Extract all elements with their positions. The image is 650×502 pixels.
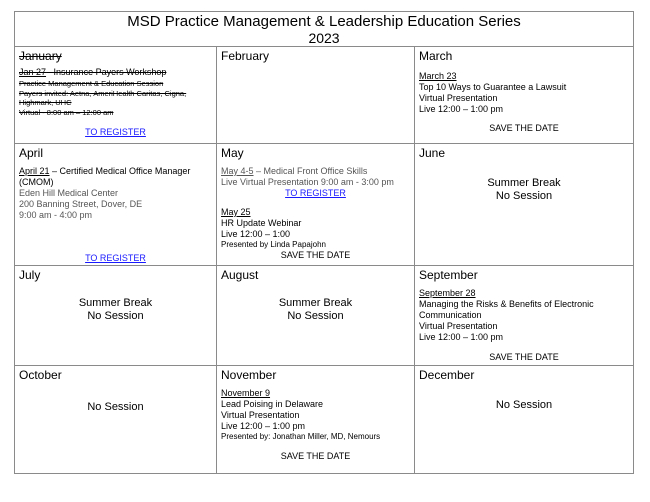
- cell-july: [15, 266, 217, 366]
- march-event: Top 10 Ways to Guarantee a Lawsuit: [419, 82, 567, 92]
- january-event: Insurance Payers Workshop: [53, 67, 167, 77]
- january-sub2: Payers invited: Aetna, AmeriHealth Caritas, Cigna, Highmark, UHC: [19, 88, 187, 107]
- cell-august: [217, 266, 415, 366]
- april-time: 9:00 am - 4:00 pm: [19, 210, 93, 220]
- schedule-table: [14, 11, 634, 474]
- april-register-link[interactable]: TO REGISTER: [85, 253, 146, 263]
- march-time: Live 12:00 – 1:00 pm: [419, 104, 504, 114]
- april-address: 200 Banning Street, Dover, DE: [19, 199, 143, 209]
- november-event: Lead Poising in Delaware: [221, 399, 324, 409]
- may-time2: Live 12:00 – 1:00: [221, 229, 291, 239]
- june-summer-break: Summer Break: [487, 177, 561, 189]
- march-format: Virtual Presentation: [419, 93, 498, 103]
- may-date1: May 4-5: [221, 166, 254, 176]
- july-no-session: No Session: [87, 310, 144, 322]
- april-event: – Certified Medical Office Manager (CMOM): [19, 166, 191, 187]
- month-december: December: [419, 368, 475, 382]
- cell-february: [217, 47, 415, 144]
- month-september: September: [419, 268, 478, 282]
- may-save-the-date: SAVE THE DATE: [280, 249, 351, 260]
- page-title: MSD Practice Management & Leadership Education Series: [127, 13, 521, 30]
- month-july: July: [19, 268, 41, 282]
- september-format: Virtual Presentation: [419, 321, 498, 331]
- january-register-link[interactable]: TO REGISTER: [85, 127, 146, 137]
- page-year: 2023: [308, 30, 340, 46]
- may-time1: Live Virtual Presentation 9:00 am - 3:00 pm: [221, 177, 394, 187]
- january-event-line: [19, 67, 212, 78]
- november-time: Live 12:00 – 1:00 pm: [221, 421, 306, 431]
- november-format: Virtual Presentation: [221, 410, 300, 420]
- may-event1: – Medical Front Office Skills: [253, 166, 368, 176]
- december-no-session: No Session: [495, 399, 553, 411]
- cell-october: [15, 366, 217, 474]
- april-date: April 21: [19, 166, 50, 176]
- november-presenter: Presented by: Jonathan Miller, MD, Nemours: [221, 432, 381, 441]
- cell-january: [15, 47, 217, 144]
- january-sub1: Practice Management & Education Session: [19, 79, 164, 88]
- august-summer-break: Summer Break: [278, 297, 353, 309]
- may-date2: May 25: [221, 207, 251, 217]
- month-november: November: [221, 368, 277, 382]
- may-presenter: Presented by Linda Papajohn: [221, 240, 326, 249]
- september-save-the-date: SAVE THE DATE: [489, 352, 559, 362]
- august-no-session: No Session: [287, 310, 344, 322]
- cell-april: [15, 144, 217, 266]
- month-june: June: [419, 146, 446, 160]
- month-march: March: [419, 49, 453, 63]
- july-summer-break: Summer Break: [78, 297, 153, 309]
- april-event-line: [19, 166, 212, 188]
- cell-may: [217, 144, 415, 266]
- month-february: February: [221, 49, 270, 63]
- may-event1-line: [221, 166, 410, 177]
- cell-march: [415, 47, 634, 144]
- cell-november: [217, 366, 415, 474]
- september-time: Live 12:00 – 1:00 pm: [419, 332, 504, 342]
- january-date: Jan 27: [19, 67, 47, 77]
- month-october: October: [19, 368, 62, 382]
- september-event: Managing the Risks & Benefits of Electronic Communication: [419, 299, 594, 320]
- march-date: March 23: [419, 71, 457, 81]
- month-january: January: [19, 49, 62, 63]
- march-save-the-date: SAVE THE DATE: [489, 123, 559, 133]
- may-event2: HR Update Webinar: [221, 218, 302, 228]
- month-may: May: [221, 146, 244, 160]
- schedule-sheet: [14, 11, 633, 474]
- title-cell: [15, 12, 634, 47]
- cell-december: [415, 366, 634, 474]
- november-save-the-date: SAVE THE DATE: [280, 450, 351, 461]
- january-time: Virtual - 8:00 am – 12:00 am: [19, 107, 114, 117]
- october-no-session: No Session: [87, 401, 144, 413]
- june-no-session: No Session: [495, 190, 553, 202]
- cell-september: [415, 266, 634, 366]
- april-venue: Eden Hill Medical Center: [19, 188, 119, 198]
- cell-june: [415, 144, 634, 266]
- september-date: September 28: [419, 288, 476, 298]
- month-august: August: [221, 268, 259, 282]
- month-april: April: [19, 146, 44, 160]
- may-register-link[interactable]: TO REGISTER: [285, 188, 346, 198]
- november-date: November 9: [221, 388, 271, 398]
